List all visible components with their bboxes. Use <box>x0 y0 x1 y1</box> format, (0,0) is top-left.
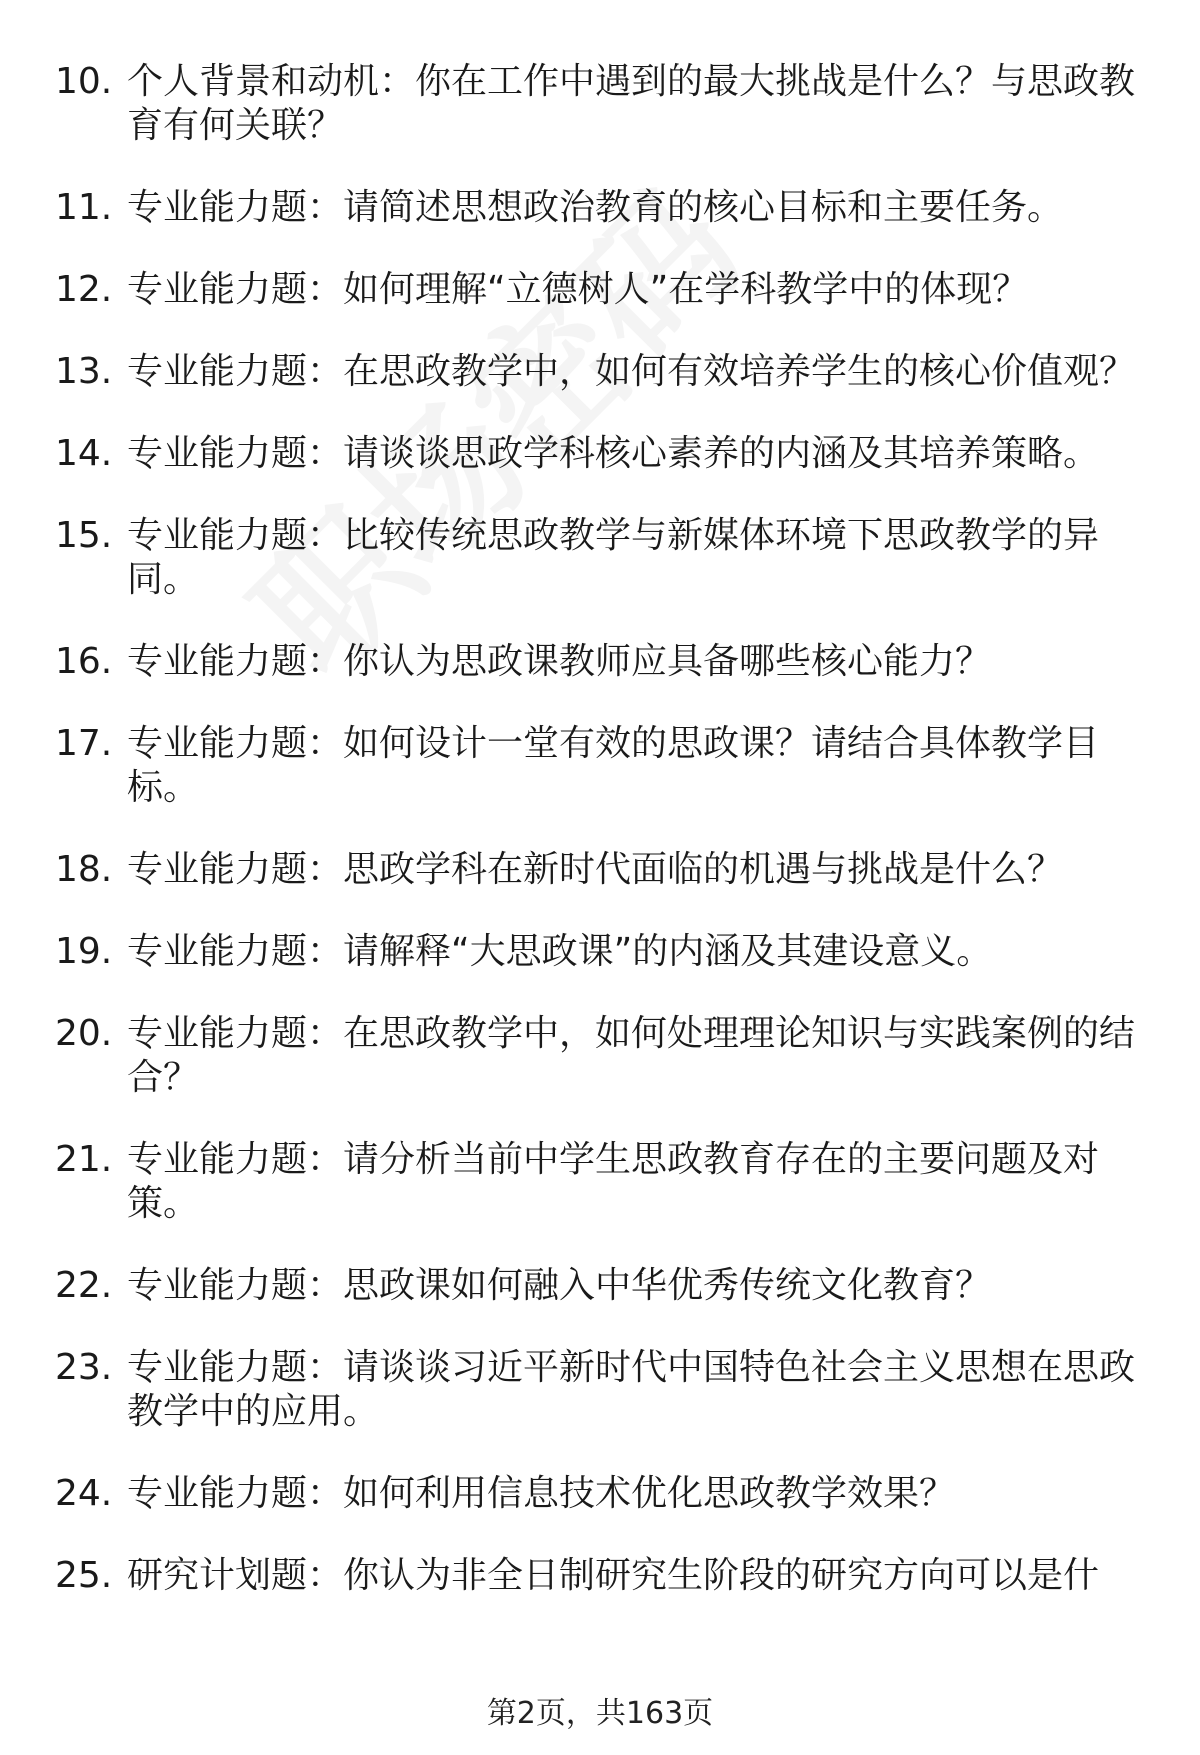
question-number: 19. <box>55 931 113 972</box>
question-number: 25. <box>55 1555 113 1596</box>
question-text: 专业能力题：请简述思想政治教育的核心目标和主要任务。 <box>127 187 1064 228</box>
question-number: 24. <box>55 1473 113 1514</box>
question-number: 18. <box>55 849 113 890</box>
question-item <box>55 640 1145 684</box>
question-number: 23. <box>55 1347 113 1388</box>
question-list <box>55 60 1145 1636</box>
question-item <box>55 1554 1145 1598</box>
question-text: 专业能力题：请解释“大思政课”的内涵及其建设意义。 <box>127 931 993 972</box>
question-text: 专业能力题：请分析当前中学生思政教育存在的主要问题及对策。 <box>127 1139 1100 1224</box>
page-footer: 第2页，共163页 <box>486 1696 714 1731</box>
question-number: 21. <box>55 1139 113 1180</box>
question-number: 16. <box>55 641 113 682</box>
question-item <box>55 1346 1145 1434</box>
question-text: 专业能力题：请谈谈思政学科核心素养的内涵及其培养策略。 <box>127 433 1100 474</box>
question-number: 12. <box>55 269 113 310</box>
question-item <box>55 350 1145 394</box>
question-item <box>55 930 1145 974</box>
question-text: 研究计划题：你认为非全日制研究生阶段的研究方向可以是什 <box>127 1555 1100 1596</box>
question-text: 专业能力题：如何利用信息技术优化思政教学效果？ <box>127 1473 956 1514</box>
question-text: 专业能力题：思政课如何融入中华优秀传统文化教育？ <box>127 1265 992 1306</box>
question-item <box>55 1012 1145 1100</box>
question-item <box>55 1138 1145 1226</box>
question-text: 专业能力题：比较传统思政教学与新媒体环境下思政教学的异同。 <box>127 515 1100 600</box>
question-item <box>55 186 1145 230</box>
question-item <box>55 432 1145 476</box>
question-item <box>55 722 1145 810</box>
question-text: 专业能力题：请谈谈习近平新时代中国特色社会主义思想在思政教学中的应用。 <box>127 1347 1136 1432</box>
question-item <box>55 268 1145 312</box>
question-text: 专业能力题：在思政教学中，如何处理理论知识与实践案例的结合？ <box>127 1013 1136 1098</box>
question-text: 专业能力题：如何理解“立德树人”在学科教学中的体现？ <box>127 269 1029 310</box>
question-number: 10. <box>55 61 113 102</box>
question-item <box>55 848 1145 892</box>
question-number: 17. <box>55 723 113 764</box>
question-text: 专业能力题：你认为思政课教师应具备哪些核心能力？ <box>127 641 992 682</box>
question-number: 14. <box>55 433 113 474</box>
question-text: 专业能力题：在思政教学中，如何有效培养学生的核心价值观？ <box>127 351 1136 392</box>
question-item <box>55 1472 1145 1516</box>
question-number: 11. <box>55 187 113 228</box>
question-number: 22. <box>55 1265 113 1306</box>
question-item <box>55 1264 1145 1308</box>
question-text: 个人背景和动机：你在工作中遇到的最大挑战是什么？与思政教育有何关联？ <box>127 61 1136 146</box>
question-number: 13. <box>55 351 113 392</box>
question-text: 专业能力题：如何设计一堂有效的思政课？请结合具体教学目标。 <box>127 723 1100 808</box>
question-text: 专业能力题：思政学科在新时代面临的机遇与挑战是什么？ <box>127 849 1064 890</box>
question-number: 15. <box>55 515 113 556</box>
question-item <box>55 60 1145 148</box>
question-item <box>55 514 1145 602</box>
question-number: 20. <box>55 1013 113 1054</box>
